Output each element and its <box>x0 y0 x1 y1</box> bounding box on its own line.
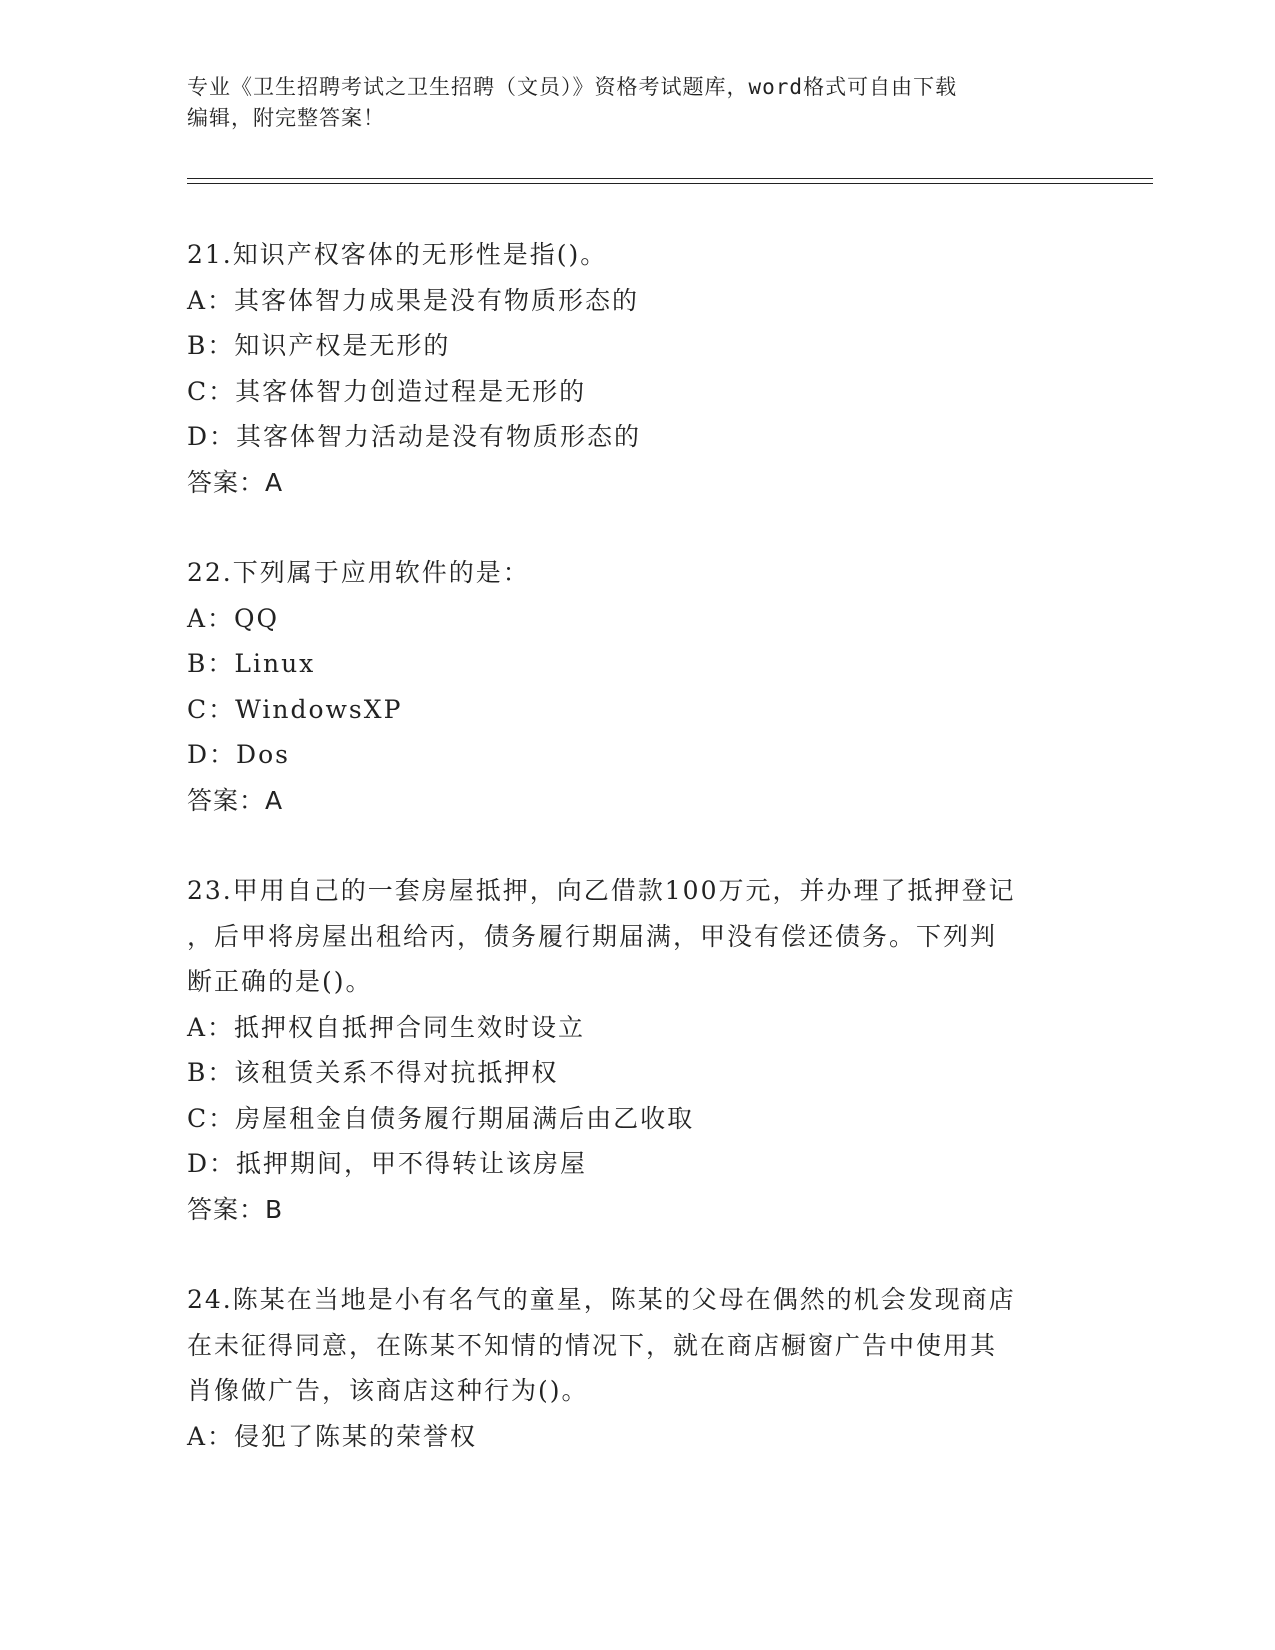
option-b: B：Linux <box>187 649 316 678</box>
header-divider-top <box>187 178 1153 179</box>
option-d: D：其客体智力活动是没有物质形态的 <box>187 422 642 451</box>
question-stem-line-3: 断正确的是()。 <box>187 967 373 996</box>
answer-label: 答案：A <box>187 467 284 497</box>
question-stem-line-3: 肖像做广告，该商店这种行为()。 <box>187 1376 589 1405</box>
option-a: A：抵押权自抵押合同生效时设立 <box>187 1012 586 1042</box>
question-stem-line-1: 24.陈某在当地是小有名气的童星，陈某的父母在偶然的机会发现商店 <box>187 1285 1016 1314</box>
question-stem: 22.下列属于应用软件的是： <box>187 558 530 587</box>
answer-label: 答案：A <box>187 785 284 815</box>
option-a: A：QQ <box>187 603 280 633</box>
option-c: C：房屋租金自债务履行期届满后由乙收取 <box>187 1103 695 1133</box>
option-a: A：其客体智力成果是没有物质形态的 <box>187 285 640 315</box>
question-stem-line-2: 在未征得同意，在陈某不知情的情况下，就在商店橱窗广告中使用其 <box>187 1330 998 1360</box>
option-b: B：知识产权是无形的 <box>187 331 451 360</box>
option-c: C：其客体智力创造过程是无形的 <box>187 376 587 406</box>
option-a: A：侵犯了陈某的荣誉权 <box>187 1421 478 1451</box>
question-stem: 21.知识产权客体的无形性是指()。 <box>187 240 608 269</box>
answer-label: 答案：B <box>187 1194 284 1224</box>
document-header <box>187 72 1087 134</box>
question-24 <box>187 1277 1087 1459</box>
question-22 <box>187 550 1087 823</box>
question-stem-line-1: 23.甲用自己的一套房屋抵押，向乙借款100万元，并办理了抵押登记 <box>187 876 1016 905</box>
question-stem-line-2: ，后甲将房屋出租给丙，债务履行期届满，甲没有偿还债务。下列判 <box>187 921 998 951</box>
option-d: D：抵押期间，甲不得转让该房屋 <box>187 1149 588 1178</box>
option-c: C：WindowsXP <box>187 694 403 724</box>
question-21 <box>187 232 1087 505</box>
question-23 <box>187 868 1087 1232</box>
header-line-2: 编辑，附完整答案！ <box>187 106 385 130</box>
header-divider-bottom <box>187 183 1153 184</box>
option-d: D：Dos <box>187 740 290 769</box>
header-line-1: 专业《卫生招聘考试之卫生招聘（文员）》资格考试题库，word格式可自由下载 <box>187 75 958 99</box>
option-b: B：该租赁关系不得对抗抵押权 <box>187 1058 559 1087</box>
